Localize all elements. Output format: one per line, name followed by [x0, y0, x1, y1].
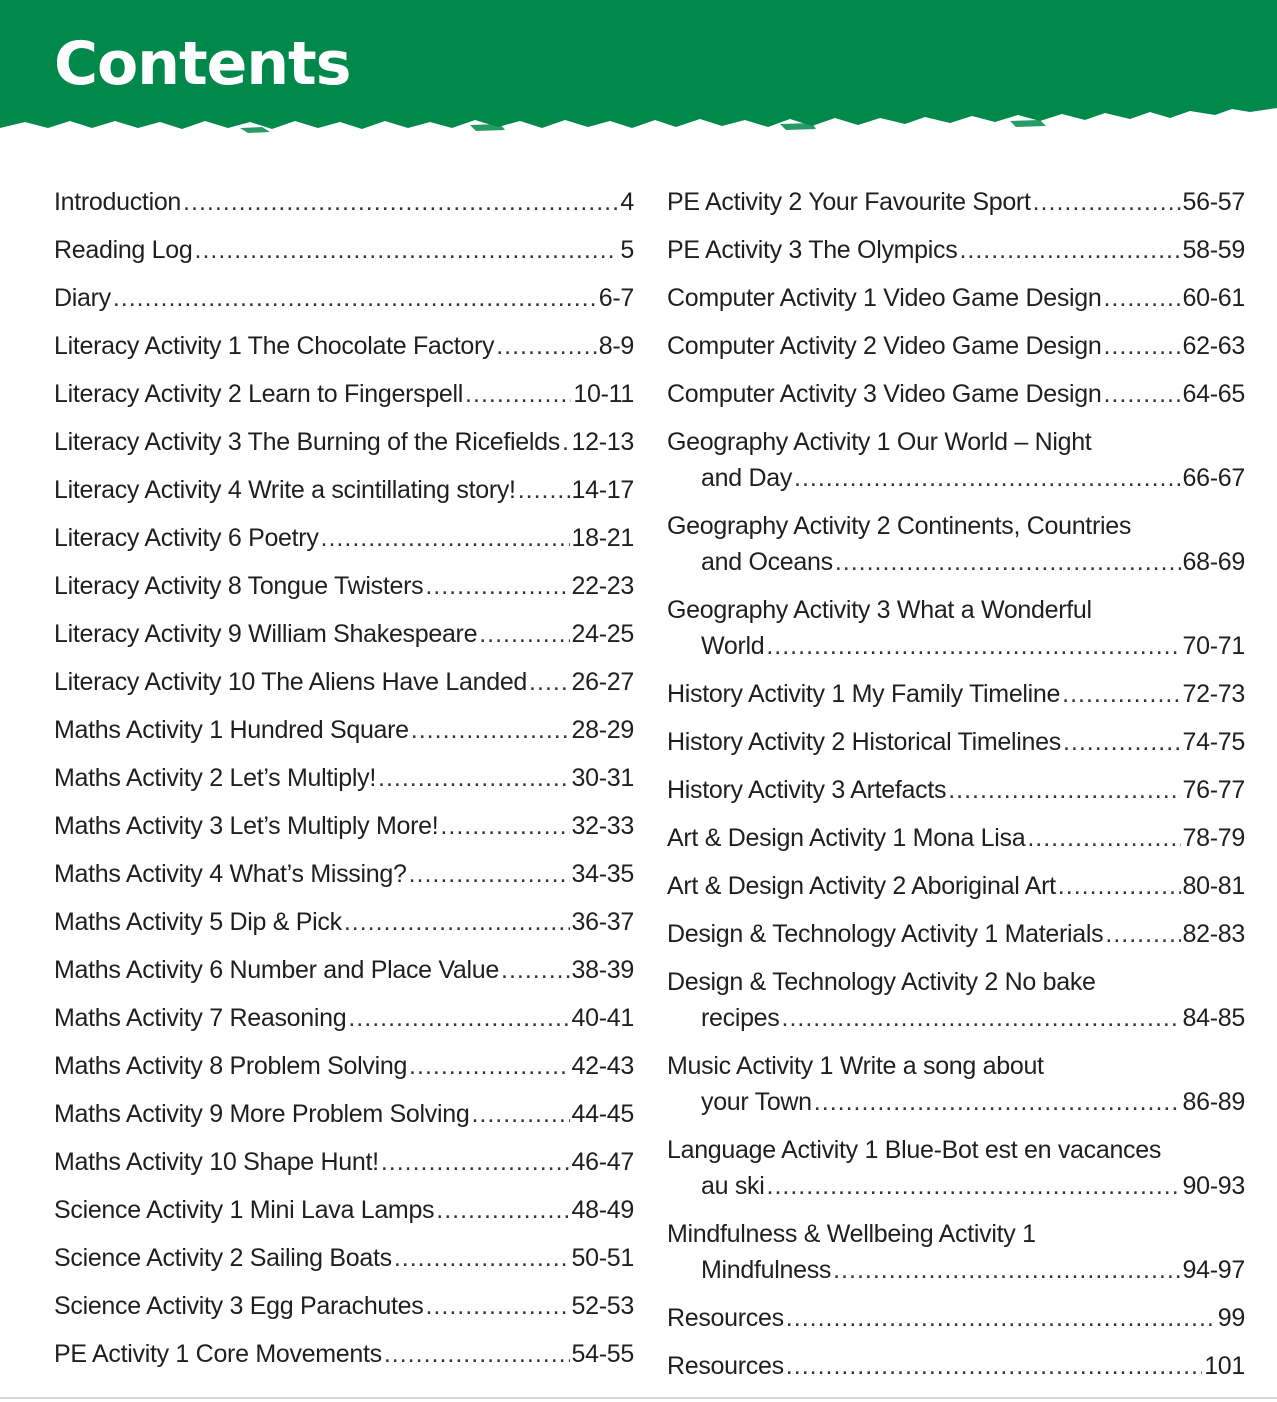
toc-entry[interactable]: [667, 1216, 1245, 1288]
toc-entry-line: [54, 1288, 634, 1324]
dot-leader: [394, 1240, 570, 1276]
toc-page-number: 90-93: [1182, 1172, 1245, 1200]
toc-entry-title: Science Activity 1 Mini Lava Lamps: [54, 1196, 435, 1224]
toc-entry-title: PE Activity 1 Core Movements: [54, 1340, 382, 1368]
toc-entry-title: Literacy Activity 9 William Shakespeare: [54, 620, 478, 648]
dot-leader: [496, 328, 597, 364]
toc-entry-title: Maths Activity 4 What’s Missing?: [54, 860, 407, 888]
dot-leader: [425, 568, 569, 604]
toc-entry-line: [54, 328, 634, 364]
toc-entry-title: Computer Activity 3 Video Game Design: [667, 380, 1102, 408]
toc-entry[interactable]: [667, 424, 1245, 496]
toc-entry-title: Maths Activity 2 Let’s Multiply!: [54, 764, 377, 792]
toc-page-number: 62-63: [1182, 332, 1245, 360]
toc-entry[interactable]: [54, 232, 634, 268]
toc-page-number: 68-69: [1182, 548, 1245, 576]
toc-entry-title: Maths Activity 10 Shape Hunt!: [54, 1148, 379, 1176]
toc-entry-line: [54, 520, 634, 556]
toc-entry-title: Literacy Activity 10 The Aliens Have Landed: [54, 668, 528, 696]
toc-entry[interactable]: [667, 772, 1245, 808]
toc-entry[interactable]: [667, 508, 1245, 580]
toc-entry-title: Science Activity 3 Egg Parachutes: [54, 1292, 424, 1320]
toc-entry-line: [667, 460, 1245, 496]
toc-entry-line: [667, 724, 1245, 760]
toc-entry-line: [667, 280, 1245, 316]
toc-entry-line: [667, 676, 1245, 712]
toc-entry[interactable]: [667, 1048, 1245, 1120]
toc-entry-line: [54, 424, 634, 460]
toc-page-number: 5: [620, 236, 634, 264]
toc-entry-title: Literacy Activity 6 Poetry: [54, 524, 319, 552]
toc-entry[interactable]: [54, 280, 634, 316]
dot-leader: [384, 1336, 570, 1372]
toc-entry[interactable]: [667, 280, 1245, 316]
toc-entry[interactable]: [667, 1300, 1245, 1336]
toc-entry[interactable]: [54, 712, 634, 748]
toc-entry[interactable]: [667, 328, 1245, 364]
toc-entry-line: [54, 952, 634, 988]
toc-page-number: 18-21: [571, 524, 634, 552]
toc-entry[interactable]: [667, 1132, 1245, 1204]
toc-entry[interactable]: [54, 616, 634, 652]
dot-leader: [766, 628, 1180, 664]
toc-page-number: 58-59: [1182, 236, 1245, 264]
toc-entry[interactable]: [54, 568, 634, 604]
toc-entry-title: Maths Activity 6 Number and Place Value: [54, 956, 500, 984]
toc-entry-title: Design & Technology Activity 2 No bake: [667, 968, 1096, 996]
dot-leader: [1062, 676, 1180, 712]
dot-leader: [786, 1348, 1202, 1384]
toc-entry-line: [667, 772, 1245, 808]
dot-leader: [767, 1168, 1181, 1204]
toc-entry-title: Geography Activity 1 Our World – Night: [667, 428, 1092, 456]
toc-page-number: 94-97: [1182, 1256, 1245, 1284]
toc-entry-title: Maths Activity 7 Reasoning: [54, 1004, 347, 1032]
toc-page-number: 40-41: [571, 1004, 634, 1032]
dot-leader: [465, 376, 571, 412]
toc-entry-line: [54, 1096, 634, 1132]
toc-entry-line: [54, 472, 634, 508]
toc-entry-title: Geography Activity 2 Continents, Countries: [667, 512, 1132, 540]
dot-leader: [786, 1300, 1216, 1336]
toc-entry-line: [54, 232, 634, 268]
toc-page-number: 84-85: [1182, 1004, 1245, 1032]
toc-entry-line: [54, 376, 634, 412]
toc-entry-line: [667, 1084, 1245, 1120]
dot-leader: [562, 424, 570, 460]
dot-leader: [1103, 280, 1180, 316]
dot-leader: [1058, 868, 1181, 904]
toc-page-number: 76-77: [1182, 776, 1245, 804]
toc-entry-continuation: Mindfulness: [701, 1256, 832, 1284]
toc-entry-line: [54, 664, 634, 700]
toc-entry-title: Resources: [667, 1304, 784, 1332]
toc-entry[interactable]: [667, 724, 1245, 760]
toc-page-number: 42-43: [571, 1052, 634, 1080]
toc-page-number: 30-31: [571, 764, 634, 792]
toc-page-number: 14-17: [571, 476, 634, 504]
toc-page-number: 86-89: [1182, 1088, 1245, 1116]
toc-entry-title: Literacy Activity 2 Learn to Fingerspell: [54, 380, 464, 408]
toc-entry-title: Computer Activity 2 Video Game Design: [667, 332, 1102, 360]
dot-leader: [833, 1252, 1180, 1288]
dot-leader: [518, 472, 570, 508]
page-title: Contents: [54, 29, 351, 99]
toc-entry[interactable]: [667, 868, 1245, 904]
toc-page-number: 64-65: [1182, 380, 1245, 408]
toc-entry-line: [667, 916, 1245, 952]
toc-entry-title: Maths Activity 1 Hundred Square: [54, 716, 409, 744]
dot-leader: [1063, 724, 1181, 760]
toc-page-number: 4: [620, 188, 634, 216]
toc-entry-title: History Activity 3 Artefacts: [667, 776, 947, 804]
toc-entry[interactable]: [667, 964, 1245, 1036]
dot-leader: [1105, 916, 1180, 952]
toc-entry-line: [667, 232, 1245, 268]
toc-page-number: 66-67: [1182, 464, 1245, 492]
toc-page-number: 70-71: [1182, 632, 1245, 660]
dot-leader: [959, 232, 1180, 268]
toc-entry[interactable]: [54, 664, 634, 700]
toc-entry-title: Literacy Activity 3 The Burning of the Ricefields: [54, 428, 560, 456]
toc-entry-title: Maths Activity 9 More Problem Solving: [54, 1100, 470, 1128]
toc-entry[interactable]: [667, 676, 1245, 712]
toc-entry-title: Mindfulness & Wellbeing Activity 1: [667, 1220, 1036, 1248]
dot-leader: [348, 1000, 569, 1036]
dot-leader: [411, 712, 570, 748]
toc-entry-title: Science Activity 2 Sailing Boats: [54, 1244, 392, 1272]
dot-leader: [501, 952, 570, 988]
dot-leader: [183, 184, 618, 220]
toc-entry-title: Literacy Activity 8 Tongue Twisters: [54, 572, 424, 600]
toc-entry[interactable]: [667, 376, 1245, 412]
toc-entry-title: Art & Design Activity 1 Mona Lisa: [667, 824, 1026, 852]
toc-entry-line: [667, 1168, 1245, 1204]
toc-entry-title: Literacy Activity 1 The Chocolate Factory: [54, 332, 495, 360]
toc-entry[interactable]: [667, 184, 1245, 220]
toc-entry-title: Maths Activity 5 Dip & Pick: [54, 908, 342, 936]
contents-header: [0, 0, 1277, 150]
toc-page-number: 6-7: [598, 284, 634, 312]
toc-page-number: 34-35: [571, 860, 634, 888]
toc-entry[interactable]: [54, 376, 634, 412]
toc-entry[interactable]: [54, 1000, 634, 1036]
toc-entry[interactable]: [54, 952, 634, 988]
toc-entry[interactable]: [54, 856, 634, 892]
dot-leader: [409, 856, 570, 892]
toc-entry-line: [54, 184, 634, 220]
toc-entry[interactable]: [54, 328, 634, 364]
toc-entry-line: [54, 1048, 634, 1084]
toc-page-number: 74-75: [1182, 728, 1245, 756]
toc-entry-line: [667, 1000, 1245, 1036]
toc-entry-title: PE Activity 3 The Olympics: [667, 236, 958, 264]
dot-leader: [409, 1048, 570, 1084]
toc-entry-title: Music Activity 1 Write a song about: [667, 1052, 1044, 1080]
toc-entry-title: Geography Activity 3 What a Wonderful: [667, 596, 1092, 624]
toc-entry-line: [667, 1300, 1245, 1336]
dot-leader: [344, 904, 570, 940]
toc-page-number: 82-83: [1182, 920, 1245, 948]
toc-entry-title: Computer Activity 1 Video Game Design: [667, 284, 1102, 312]
toc-entry[interactable]: [667, 592, 1245, 664]
dot-leader: [1103, 328, 1180, 364]
toc-entry-line: [667, 628, 1245, 664]
toc-entry-continuation: World: [701, 632, 765, 660]
toc-entry-line: [54, 760, 634, 796]
toc-entry-line: [667, 184, 1245, 220]
toc-entry-line: [667, 868, 1245, 904]
toc-entry[interactable]: [54, 904, 634, 940]
toc-entry-title: History Activity 1 My Family Timeline: [667, 680, 1061, 708]
dot-leader: [378, 760, 570, 796]
toc-entry[interactable]: [54, 1192, 634, 1228]
toc-page-number: 101: [1204, 1352, 1245, 1380]
dot-leader: [425, 1288, 569, 1324]
dot-leader: [529, 664, 570, 700]
toc-page-number: 56-57: [1182, 188, 1245, 216]
toc-entry-title: Literacy Activity 4 Write a scintillating story!: [54, 476, 516, 504]
toc-entry-title: Introduction: [54, 188, 182, 216]
toc-entry[interactable]: [54, 1048, 634, 1084]
toc-page-number: 99: [1217, 1304, 1245, 1332]
toc-entry[interactable]: [667, 1348, 1245, 1384]
toc-entry-line: [54, 856, 634, 892]
dot-leader: [381, 1144, 570, 1180]
toc-page-number: 48-49: [571, 1196, 634, 1224]
toc-entry-line: [667, 328, 1245, 364]
toc-page-number: 60-61: [1182, 284, 1245, 312]
toc-entry[interactable]: [667, 232, 1245, 268]
dot-leader: [440, 808, 569, 844]
toc-entry-line: [667, 1348, 1245, 1384]
toc-page-number: 36-37: [571, 908, 634, 936]
toc-entry-title: History Activity 2 Historical Timelines: [667, 728, 1061, 756]
toc-page-number: 50-51: [571, 1244, 634, 1272]
toc-entry-line: [667, 820, 1245, 856]
toc-entry-title: Reading Log: [54, 236, 193, 264]
toc-page-number: 44-45: [571, 1100, 634, 1128]
toc-page-number: 80-81: [1182, 872, 1245, 900]
toc-entry-continuation: and Day: [701, 464, 793, 492]
toc-page-number: 22-23: [571, 572, 634, 600]
toc-entry-continuation: au ski: [701, 1172, 765, 1200]
toc-entry-title: Art & Design Activity 2 Aboriginal Art: [667, 872, 1056, 900]
dot-leader: [436, 1192, 569, 1228]
toc-entry-continuation: and Oceans: [701, 548, 833, 576]
dot-leader: [794, 460, 1181, 496]
toc-entry-title: Design & Technology Activity 1 Materials: [667, 920, 1104, 948]
toc-page-number: 24-25: [571, 620, 634, 648]
toc-page-number: 38-39: [571, 956, 634, 984]
toc-entry-line: [54, 808, 634, 844]
toc-entry[interactable]: [54, 1096, 634, 1132]
dot-leader: [782, 1000, 1181, 1036]
toc-entry[interactable]: [54, 1240, 634, 1276]
dot-leader: [948, 772, 1180, 808]
toc-entry-line: [54, 1336, 634, 1372]
dot-leader: [1027, 820, 1180, 856]
toc-entry-line: [54, 568, 634, 604]
toc-entry[interactable]: [54, 760, 634, 796]
dot-leader: [321, 520, 570, 556]
toc-entry[interactable]: [667, 820, 1245, 856]
toc-page-number: 28-29: [571, 716, 634, 744]
toc-entry-line: [667, 544, 1245, 580]
toc-entry-line: [54, 1000, 634, 1036]
toc-page-number: 46-47: [571, 1148, 634, 1176]
toc-page-number: 32-33: [571, 812, 634, 840]
dot-leader: [113, 280, 597, 316]
toc-entry-title: Language Activity 1 Blue-Bot est en vacances: [667, 1136, 1162, 1164]
toc-entry-continuation: recipes: [701, 1004, 780, 1032]
toc-entry-line: [54, 1240, 634, 1276]
toc-page-number: 54-55: [571, 1340, 634, 1368]
dot-leader: [814, 1084, 1181, 1120]
toc-page-number: 8-9: [598, 332, 634, 360]
toc-entry[interactable]: [54, 1336, 634, 1372]
toc-page-number: 26-27: [571, 668, 634, 696]
toc-entry[interactable]: [54, 808, 634, 844]
toc-entry-title: Resources: [667, 1352, 784, 1380]
toc-entry[interactable]: [54, 520, 634, 556]
toc-page-number: 10-11: [573, 380, 634, 408]
toc-entry[interactable]: [54, 1144, 634, 1180]
toc-page-number: 12-13: [571, 428, 634, 456]
dot-leader: [1033, 184, 1181, 220]
toc-entry-line: [54, 904, 634, 940]
toc-entry[interactable]: [54, 472, 634, 508]
toc-entry-title: PE Activity 2 Your Favourite Sport: [667, 188, 1031, 216]
dot-leader: [479, 616, 569, 652]
toc-entry-title: Diary: [54, 284, 111, 312]
toc-entry-line: [54, 1144, 634, 1180]
toc-page-number: 72-73: [1182, 680, 1245, 708]
toc-entry-continuation: your Town: [701, 1088, 812, 1116]
dot-leader: [1103, 376, 1180, 412]
toc-entry-title: Maths Activity 3 Let’s Multiply More!: [54, 812, 439, 840]
toc-entry[interactable]: [54, 1288, 634, 1324]
toc-page-number: 52-53: [571, 1292, 634, 1320]
dot-leader: [471, 1096, 569, 1132]
bottom-divider: [0, 1397, 1277, 1399]
toc-entry[interactable]: [54, 184, 634, 220]
dot-leader: [835, 544, 1181, 580]
toc-entry-line: [54, 712, 634, 748]
toc-page-number: 78-79: [1182, 824, 1245, 852]
toc-entry[interactable]: [667, 916, 1245, 952]
toc-entry-line: [667, 1252, 1245, 1288]
dot-leader: [195, 232, 619, 268]
toc-entry-line: [54, 280, 634, 316]
toc-entry-line: [54, 1192, 634, 1228]
toc-entry[interactable]: [54, 424, 634, 460]
toc-entry-line: [667, 376, 1245, 412]
toc-entry-title: Maths Activity 8 Problem Solving: [54, 1052, 408, 1080]
toc-entry-line: [54, 616, 634, 652]
